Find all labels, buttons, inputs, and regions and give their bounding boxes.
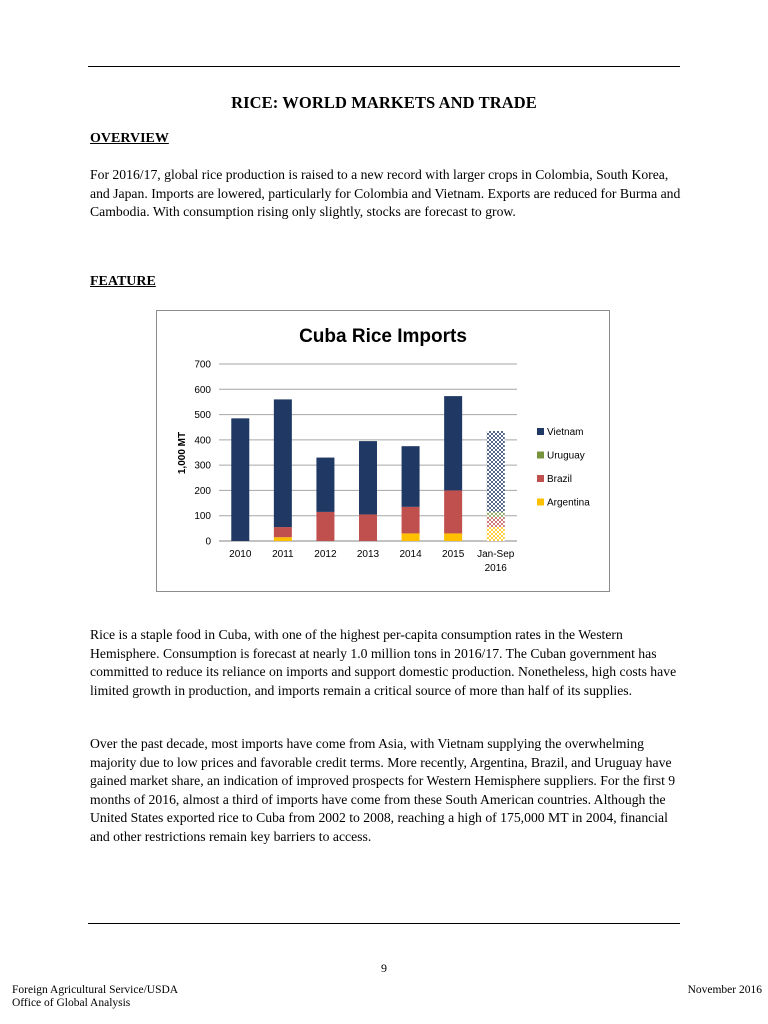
footer-date: November 2016: [687, 984, 762, 996]
y-tick-label: 400: [194, 435, 211, 447]
y-tick-label: 700: [194, 359, 211, 371]
x-tick-label: 2013: [356, 549, 380, 560]
footer-office: Office of Global Analysis: [12, 997, 131, 1009]
bar-argentina-1: [274, 537, 292, 541]
bar-vietnam-0: [231, 418, 249, 541]
bar-vietnam-4: [402, 446, 420, 507]
x-tick-label: 2016: [484, 563, 507, 574]
legend-label-brazil: Brazil: [547, 474, 573, 485]
legend-label-uruguay: Uruguay: [547, 450, 585, 462]
bar-brazil-6: [487, 517, 505, 527]
page-title: RICE: WORLD MARKETS AND TRADE: [231, 93, 537, 112]
legend-label-vietnam: Vietnam: [547, 427, 584, 438]
legend-swatch-uruguay: [537, 452, 544, 459]
chart-y-axis-label: 1,000 MT: [177, 431, 188, 475]
bar-uruguay-6: [487, 512, 505, 517]
overview-heading: OVERVIEW: [90, 131, 169, 146]
bar-vietnam-5: [444, 396, 462, 490]
bar-vietnam-1: [274, 399, 292, 527]
chart-title: Cuba Rice Imports: [299, 326, 467, 347]
feature-heading: FEATURE: [90, 274, 156, 289]
x-tick-label: 2011: [272, 549, 294, 560]
bar-argentina-6: [487, 527, 505, 541]
y-tick-label: 100: [194, 511, 211, 523]
bar-brazil-5: [444, 490, 462, 533]
x-tick-label: 2015: [442, 549, 465, 560]
overview-paragraph: For 2016/17, global rice production is raised to a new record with larger crops in Colombia, South Korea, and Japan. Imports are lowered, particularly for Colombia and Vietnam. Exports are reduced for Burma and Cambodia. With consumption rising only slightly, stocks are forecast to grow.: [90, 167, 681, 220]
footer-left: [12, 984, 178, 1010]
bar-argentina-5: [444, 533, 462, 541]
bar-brazil-4: [402, 507, 420, 534]
bar-brazil-2: [316, 512, 334, 541]
legend-swatch-brazil: [537, 475, 544, 482]
legend-swatch-vietnam: [537, 428, 544, 435]
feature-paragraph-2: Over the past decade, most imports have come from Asia, with Vietnam supplying the overwhelming majority due to low prices and favorable credit terms. More recently, Argentina, Brazil, and Uruguay have gained market share, an indication of improved prospects for Western Hemisphere suppliers. For the first 9 months of 2016, almost a third of imports have come from these South American countries. Although the United States exported rice to Cuba from 2002 to 2008, reaching a high of 175,000 MT in 2004, financial and other restrictions remain key barriers to access.: [90, 736, 676, 844]
feature-paragraph-1: Rice is a staple food in Cuba, with one of the highest per-capita consumption rates in the Western Hemisphere. Consumption is forecast at nearly 1.0 million tons in 2016/17. The Cuban government has committed to reduce its reliance on imports and support domestic production. Nonetheless, high costs have limited growth in production, and imports remain a critical source of more than half of its supplies.: [90, 627, 677, 698]
y-tick-label: 300: [194, 460, 211, 472]
bar-vietnam-3: [359, 441, 377, 514]
y-tick-label: 0: [205, 536, 211, 548]
x-tick-label: Jan-Sep: [477, 549, 515, 560]
bar-brazil-1: [274, 527, 292, 537]
x-tick-label: 2012: [314, 549, 337, 560]
bar-vietnam-2: [316, 458, 334, 512]
x-tick-label: 2010: [229, 549, 252, 560]
bottom-rule: [88, 923, 680, 924]
y-tick-label: 200: [194, 485, 211, 497]
top-rule: [88, 66, 680, 67]
footer-agency: Foreign Agricultural Service/USDA: [12, 984, 179, 996]
bar-brazil-3: [359, 514, 377, 541]
legend-label-argentina: Argentina: [547, 497, 590, 509]
page-number: 9: [381, 961, 387, 975]
y-tick-label: 600: [194, 384, 211, 396]
bar-argentina-4: [402, 533, 420, 541]
cuba-rice-imports-chart: [156, 310, 610, 592]
bar-vietnam-6: [487, 431, 505, 512]
x-tick-label: 2014: [399, 549, 422, 560]
legend-swatch-argentina: [537, 499, 544, 506]
y-tick-label: 500: [194, 410, 211, 422]
chart-canvas: [157, 311, 609, 591]
